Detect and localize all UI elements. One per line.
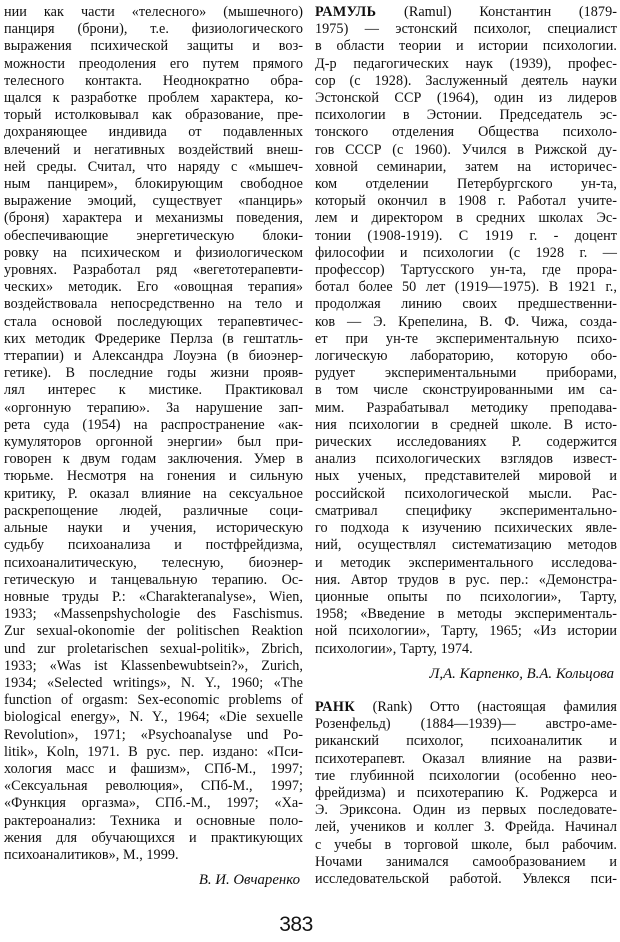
page-number: 383 bbox=[279, 913, 313, 936]
dictionary-entry bbox=[315, 4, 617, 658]
text-line: психоаналитиков», М., 1999. bbox=[4, 846, 179, 863]
text-line: хология масс и фашизм», СПб-М., 1997; bbox=[4, 760, 303, 777]
text-line: профессор) Тартусского ун-та, где прора- bbox=[315, 262, 617, 279]
text-line: biological energy», N. Y., 1964; «Die sexuelle bbox=[4, 709, 303, 726]
text-line: function of orgasm: Sex-economic problems of bbox=[4, 692, 303, 709]
text-line: ных ученых, представителей мировой и bbox=[315, 468, 617, 485]
text-line: нии как части «телесного» (мышечного) bbox=[4, 4, 303, 20]
text-line: судьбу психоанализа и постфрейдизма, bbox=[4, 537, 303, 554]
text-line: го подхода к изучению психических явле- bbox=[315, 520, 617, 537]
text-line: (броня) характера и механизмы поведения, bbox=[4, 210, 303, 227]
text-line: лем и директором в средних школах Эс- bbox=[315, 210, 617, 227]
text-line: щался к разработке проблем характера, ко- bbox=[4, 90, 303, 107]
text-line: кумуляторов оргонной энергии» был при- bbox=[4, 434, 303, 451]
dictionary-entry bbox=[315, 699, 617, 888]
text-line: влечений и негативных воздействий внеш- bbox=[4, 141, 303, 158]
text-line: раскрепощение людей, различные соци- bbox=[4, 502, 303, 519]
text-line: «Функция оргазма», СПб.-М., 1997; «Ха- bbox=[4, 795, 303, 812]
text-line: «оргонную терапию». За нарушение зап- bbox=[4, 399, 303, 416]
text-line: 1958; «Введение в методы эксперименталь- bbox=[315, 606, 617, 623]
right-column bbox=[315, 4, 617, 942]
text-line: риканский психолог, психоаналитик и bbox=[315, 733, 617, 750]
text-line: тонского отделения Общества психоло- bbox=[315, 124, 617, 141]
text-line: ческих» методик. Его «овощная терапия» bbox=[4, 279, 303, 296]
text-line: сматривал специфику экспериментально- bbox=[315, 502, 617, 519]
text-line: альные науки и учения, историческую bbox=[4, 520, 303, 537]
text-line: Ночами занимался самообразованием и bbox=[315, 853, 617, 870]
text-line: мим. Разрабатывал методику преподава- bbox=[315, 399, 617, 416]
text-line: анализ психологических взглядов извест- bbox=[315, 451, 617, 468]
text-line: ния психологии в средней школе. В исто- bbox=[315, 416, 617, 433]
text-line: ным панцирем», блокирующим свободное bbox=[4, 176, 303, 193]
text-line: стала основой последующих терапевтичес- bbox=[4, 313, 303, 330]
text-line: Д-р педагогических наук (1939), профес- bbox=[315, 55, 617, 72]
text-line: ботал более 50 лет (1919—1975). В 1921 г., bbox=[315, 279, 617, 296]
text-line: Эстонской ССР (1964), один из лидеров bbox=[315, 90, 617, 107]
text-line: Э. Эриксона. Один из первых последовате- bbox=[315, 802, 617, 819]
text-line: ет при ун-те экспериментальную психо- bbox=[315, 330, 617, 347]
text-line: 1934; «Selected writings», N. Y., 1960; «The bbox=[4, 674, 303, 691]
text-line: рудует экспериментальными приборами, bbox=[315, 365, 617, 382]
text-line: гетике). В последние годы жизни прояв- bbox=[4, 365, 303, 382]
text-line: ний, осуществлял систематизацию методов bbox=[315, 537, 617, 554]
text-line: und zur proletarischen sexual-politik», Zbrich, bbox=[4, 640, 303, 657]
text-line: ней среды. Считал, что наряду с «мышеч- bbox=[4, 158, 303, 175]
text-line: психологии», Тарту, 1974. bbox=[315, 640, 473, 657]
text-line: 1975) — эстонский психолог, специалист bbox=[315, 21, 617, 38]
text-line: «Сексуальная революция», СПб-М., 1997; bbox=[4, 778, 303, 795]
text-line: исследовательской работой. Увлекся пси- bbox=[315, 870, 617, 887]
text-line: продолжая линию своих предшественни- bbox=[315, 296, 617, 313]
text-line: ной психологии», Тарту, 1965; «Из истории bbox=[315, 623, 617, 640]
text-line: рактероанализ: Техника и основные поло- bbox=[4, 812, 303, 829]
text-line: гов СССР (с 1960). Учился в Рижской ду- bbox=[315, 141, 617, 158]
text-line: ховной семинарии, затем на историчес- bbox=[315, 158, 617, 175]
left-column bbox=[4, 4, 303, 942]
text-line: лял интерес к мистике. Практиковал bbox=[4, 382, 303, 399]
text-line: ких методик Фредерике Перлза (в гештатль- bbox=[4, 330, 303, 347]
text-line: Revolution», 1971; «Psychoanalyse und Po- bbox=[4, 726, 303, 743]
text-line: новные труды Р.: «Charakteranalyse», Wien, bbox=[4, 588, 303, 605]
text-line: ровку на психическом и физиологическом bbox=[4, 244, 303, 261]
text-line: критику, Р. оказал влияние на сексуальное bbox=[4, 485, 303, 502]
text-line: гетическую и танцевальную терапию. Ос- bbox=[4, 571, 303, 588]
text-line: ком отделении Петербургского ун-та, bbox=[315, 176, 617, 193]
text-line: уровнях. Разработал ряд «вегетотерапевти- bbox=[4, 262, 303, 279]
text-line: ттерапии) и Александра Лоуэна (в биоэнер- bbox=[4, 348, 303, 365]
entry-headword: РАНК bbox=[315, 698, 356, 715]
text-line: в области теории и истории психологии. bbox=[315, 38, 617, 55]
text-line: жения для обучающихся и практикующих bbox=[4, 829, 303, 846]
text-line: рических исследованиях Р. содержится bbox=[315, 434, 617, 451]
text-line: можности преодоления его путем прямого bbox=[4, 55, 303, 72]
text-line: ния. Автор трудов в рус. пер.: «Демонстра- bbox=[315, 571, 617, 588]
text-line: обеспечивающие энергетическую блоки- bbox=[4, 227, 303, 244]
text-line: лей, учеников и коллег З. Фрейда. Начинал bbox=[315, 819, 617, 836]
text-line: воздействовала непосредственно на тело и bbox=[4, 296, 303, 313]
text-line: торый истолковывал как образование, пре- bbox=[4, 107, 303, 124]
text-line: фрейдизма) и психотерапию К. Роджерса и bbox=[315, 784, 617, 801]
author-signature: Л,А. Карпенко, В.А. Кольцова bbox=[429, 665, 614, 682]
text-line: тие глубинной психологии (особенно нео- bbox=[315, 767, 617, 784]
text-line: выражения психической защиты и воз- bbox=[4, 38, 303, 55]
article-text-block bbox=[4, 4, 303, 864]
text-line: Розенфельд) (1884—1939)— австро-аме- bbox=[315, 716, 617, 733]
entry-headword: РАМУЛЬ bbox=[315, 4, 377, 20]
text-line: в том числе сконструированными им са- bbox=[315, 382, 617, 399]
text-line: философии и психологии (с 1928 г. — bbox=[315, 244, 617, 261]
text-line: выражение эмоций, существует «панцирь» bbox=[4, 193, 303, 210]
text-line: который окончил в 1908 г. Работал учите- bbox=[315, 193, 617, 210]
text-line: ционные опыты по психологии», Тарту, bbox=[315, 588, 617, 605]
text-line: тюрьме. Несмотря на гонения и сильную bbox=[4, 468, 303, 485]
text-line: психотерапевт. Оказал влияние на разви- bbox=[315, 750, 617, 767]
text-line: litik», Koln, 1971. В рус. пер. издано: «Пси- bbox=[4, 743, 303, 760]
text-line: рета суда (1954) на распространение «ак- bbox=[4, 416, 303, 433]
text-line: дохраняющее индивида от подавленных bbox=[4, 124, 303, 141]
text-line: РАНК (Rank) Отто (настоящая фамилия bbox=[315, 698, 617, 715]
text-line: и методик экспериментального исследова- bbox=[315, 554, 617, 571]
text-line: РАМУЛЬ (Ramul) Константин (1879- bbox=[315, 4, 617, 20]
text-line: с учебы в торговой школе, был рабочим. bbox=[315, 836, 617, 853]
text-line: Zur sexual-okonomie der politischen Reaktion bbox=[4, 623, 303, 640]
text-line: 1933; «Massenpshychologie des Faschismus. bbox=[4, 606, 303, 623]
text-line: российской психологической мысли. Рас- bbox=[315, 485, 617, 502]
text-line: 1933; «Was ist Klassenbewubtsein?», Zurich, bbox=[4, 657, 303, 674]
text-line: психоаналитическую, телесную, биоэнер- bbox=[4, 554, 303, 571]
text-line: логическую лабораторию, которую обо- bbox=[315, 348, 617, 365]
text-line: панциря (брони), т.е. физиологического bbox=[4, 21, 303, 38]
text-line: телесного контакта. Неоднократно обра- bbox=[4, 72, 303, 89]
text-line: сор (с 1928). Заслуженный деятель науки bbox=[315, 72, 617, 89]
text-line: психологии в Эстонии. Председатель эс- bbox=[315, 107, 617, 124]
text-line: ков — Э. Крепелина, В. Ф. Чижа, созда- bbox=[315, 313, 617, 330]
text-line: тонии (1908-1919). С 1919 г. - доцент bbox=[315, 227, 617, 244]
text-line: говорен к двум годам заключения. Умер в bbox=[4, 451, 303, 468]
author-signature: В. И. Овчаренко bbox=[198, 872, 300, 889]
